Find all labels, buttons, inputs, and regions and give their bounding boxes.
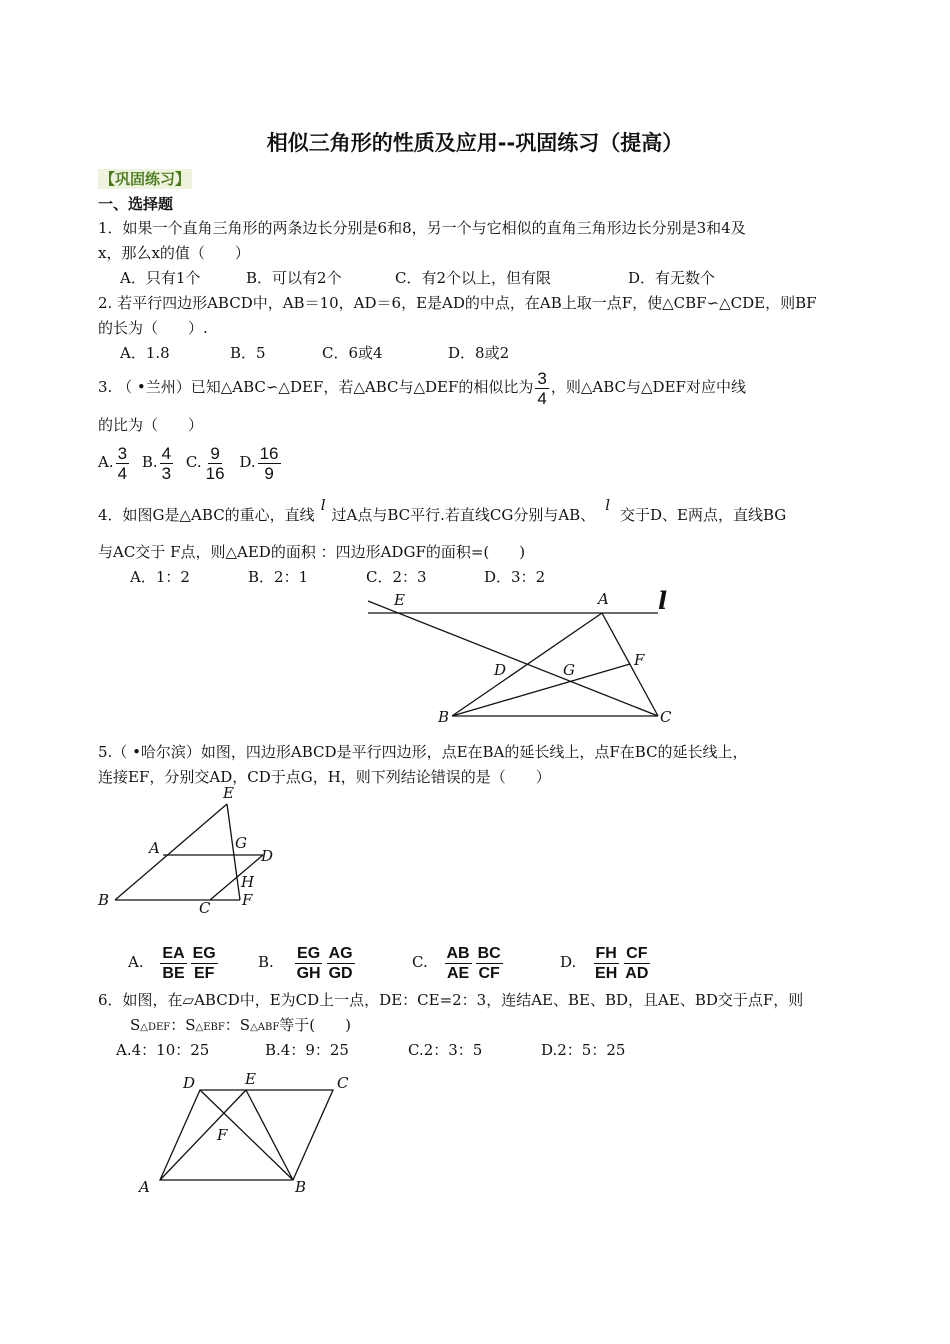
q5-option-a-lden: BE bbox=[162, 964, 185, 982]
q5-option-d-lnum: FH bbox=[595, 944, 617, 962]
q5-option-c-lnum: AB bbox=[446, 944, 470, 962]
q1-option-c: C．有2个以上，但有限 bbox=[395, 269, 552, 287]
q3-option-a-label: A. bbox=[98, 453, 114, 471]
q4-option-b: B．2：1 bbox=[248, 568, 309, 586]
q1-option-d: D．有无数个 bbox=[628, 269, 716, 287]
q4-option-a: A．1：2 bbox=[130, 568, 190, 586]
q5-line-dc bbox=[210, 855, 263, 900]
q3-text-pre: 3. （ •兰州）已知△ABC∽△DEF，若△ABC与△DEF的相似比为 bbox=[98, 378, 534, 396]
q6-s1: S bbox=[130, 1016, 141, 1034]
q4-line-symbol-2: l bbox=[605, 496, 611, 514]
q5-label-e: E bbox=[223, 784, 234, 802]
q4-option-d: D．3：2 bbox=[484, 568, 546, 586]
q3-ratio-fraction bbox=[535, 369, 548, 408]
q5-option-b-rden: GD bbox=[328, 964, 353, 982]
q4-text-3: 交于D、E两点，直线BG bbox=[620, 506, 787, 524]
q5-label-a: A bbox=[149, 839, 160, 857]
q2-option-d: D．8或2 bbox=[448, 344, 510, 362]
q5-option-c-right bbox=[476, 944, 503, 983]
q4-label-l: l bbox=[658, 586, 668, 615]
q3-option-a bbox=[116, 444, 129, 483]
q6-tail: 等于( ) bbox=[279, 1016, 351, 1034]
q3-option-b-num: 4 bbox=[161, 443, 172, 463]
q3-option-b-den: 3 bbox=[161, 463, 172, 483]
q4-figure bbox=[360, 585, 680, 730]
q5-option-b-lnum: EG bbox=[297, 944, 321, 962]
q5-option-a bbox=[128, 942, 220, 983]
q3-option-c-num: 9 bbox=[210, 443, 220, 463]
q5-option-c-lden: AE bbox=[446, 964, 470, 982]
q5-option-a-rden: EF bbox=[193, 964, 215, 982]
q5-line-be bbox=[115, 804, 227, 900]
q5-label-d: D bbox=[261, 847, 274, 865]
q5-option-c bbox=[412, 942, 505, 983]
q4-label-g: G bbox=[563, 661, 575, 679]
q2-line1: 2. 若平行四边形ABCD中，AB＝10，AD＝6，E是AD的中点，在AB上取一点F，使△CBF∽△CDE，则BF bbox=[98, 294, 817, 312]
q5-option-b-rnum: AG bbox=[328, 944, 353, 962]
page-title: 相似三角形的性质及应用--巩固练习（提高） bbox=[266, 131, 684, 155]
q2-line2: 的长为（ ）. bbox=[98, 319, 208, 337]
q2-option-b: B．5 bbox=[230, 344, 266, 362]
q5-line-ef bbox=[227, 804, 240, 900]
q6-label-f: F bbox=[217, 1126, 228, 1144]
q4-label-e: E bbox=[394, 591, 405, 609]
q5-option-d-left bbox=[593, 944, 619, 983]
q3-option-c-label: C. bbox=[185, 453, 202, 471]
q4-line2: 与AC交于 F点，则△AED的面积 ：四边形ADGF的面积=( ) bbox=[98, 543, 526, 561]
q5-label-h: H bbox=[241, 873, 255, 891]
q5-line2: 连接EF，分别交AD，CD于点G，H，则下列结论错误的是（ ） bbox=[98, 768, 551, 786]
q3-ratio-den: 4 bbox=[537, 388, 547, 408]
q5-option-d-rnum: CF bbox=[626, 944, 648, 962]
q4-line-symbol-1: l bbox=[320, 496, 326, 514]
q5-option-a-rnum: EG bbox=[192, 944, 216, 962]
q5-option-c-left bbox=[445, 944, 472, 983]
q6-option-d: D.2：5：25 bbox=[541, 1041, 626, 1059]
q5-option-d-rden: AD bbox=[625, 964, 649, 982]
q1-option-a: A．只有1个 bbox=[120, 269, 201, 287]
q5-option-a-lnum: EA bbox=[162, 944, 185, 962]
q3-line1 bbox=[98, 366, 746, 408]
q6-label-c: C bbox=[337, 1074, 349, 1092]
q5-option-b-lden: GH bbox=[296, 964, 321, 982]
q6-option-a: A.4：10：25 bbox=[116, 1041, 210, 1059]
section-heading: 一、选择题 bbox=[98, 195, 174, 213]
q6-sub-def: △DEF bbox=[140, 1022, 171, 1033]
q6-option-b: B.4：9：25 bbox=[265, 1041, 349, 1059]
q5-label-f: F bbox=[242, 891, 253, 909]
q5-figure bbox=[95, 782, 290, 917]
q4-label-b: B bbox=[438, 708, 450, 726]
q4-text-1: 4．如图G是△ABC的重心，直线 bbox=[98, 506, 315, 524]
q6-figure bbox=[135, 1065, 365, 1200]
q4-text-2: 过A点与BC平行.若直线CG分别与AB、 bbox=[331, 506, 596, 524]
q3-option-d bbox=[258, 444, 281, 483]
q5-option-b-label: B. bbox=[258, 953, 274, 971]
q6-label-b: B bbox=[295, 1178, 307, 1196]
q3-option-b-label: B. bbox=[141, 453, 158, 471]
q6-line-ae bbox=[160, 1090, 246, 1180]
q4-line-bf bbox=[452, 664, 630, 716]
q4-option-c: C．2：3 bbox=[366, 568, 427, 586]
q5-label-b: B bbox=[98, 891, 110, 909]
q6-label-e: E bbox=[245, 1070, 256, 1088]
q4-line-ab bbox=[452, 613, 602, 716]
q5-option-c-rden: CF bbox=[478, 964, 500, 982]
q5-option-d bbox=[560, 942, 652, 983]
q6-line2 bbox=[130, 1015, 351, 1038]
q6-line-be bbox=[246, 1090, 293, 1180]
q6-sub-abf: △ABF bbox=[250, 1022, 280, 1033]
q5-label-g: G bbox=[235, 834, 247, 852]
q4-line1 bbox=[98, 496, 787, 526]
q6-option-c: C.2：3：5 bbox=[408, 1041, 483, 1059]
q3-option-d-num: 16 bbox=[259, 443, 279, 463]
q5-option-c-rnum: BC bbox=[477, 944, 501, 962]
q2-option-a: A．1.8 bbox=[120, 344, 170, 362]
q3-option-a-num: 3 bbox=[117, 443, 128, 463]
q5-option-a-left bbox=[160, 944, 186, 983]
q4-label-c: C bbox=[660, 708, 672, 726]
q3-option-b bbox=[160, 444, 173, 483]
q3-ratio-num: 3 bbox=[537, 368, 547, 388]
q6-line-bd bbox=[200, 1090, 293, 1180]
q5-option-a-label: A. bbox=[128, 953, 144, 971]
q6-label-a: A bbox=[139, 1178, 150, 1196]
q6-sep2: ：S bbox=[224, 1016, 251, 1034]
q4-label-f: F bbox=[634, 651, 645, 669]
q1-line2: x，那么x的值（ ） bbox=[98, 244, 250, 262]
q5-option-d-label: D. bbox=[560, 953, 577, 971]
q5-option-b-left bbox=[295, 944, 323, 983]
q5-line1: 5.（ •哈尔滨）如图，四边形ABCD是平行四边形，点E在BA的延长线上，点F在BC的延长线上， bbox=[98, 743, 748, 761]
q1-line1: 1．如果一个直角三角形的两条边长分别是6和8，另一个与它相似的直角三角形边长分别是3和4及 bbox=[98, 219, 746, 237]
q1-option-b: B．可以有2个 bbox=[246, 269, 342, 287]
q6-line1: 6．如图，在▱ABCD中，E为CD上一点，DE：CE=2：3，连结AE、BE、BD，且AE、BD交于点F，则 bbox=[98, 991, 804, 1009]
section-tag: 【巩固练习】 bbox=[100, 170, 191, 188]
q5-option-c-label: C. bbox=[412, 953, 428, 971]
q3-options bbox=[98, 441, 283, 483]
q2-option-c: C．6或4 bbox=[322, 344, 383, 362]
q3-option-c-den: 16 bbox=[205, 463, 225, 483]
q5-option-d-lden: EH bbox=[595, 964, 618, 982]
q6-label-d: D bbox=[183, 1074, 196, 1092]
q3-line2: 的比为（ ） bbox=[98, 416, 204, 434]
q5-option-b bbox=[258, 942, 357, 983]
q6-sep1: ：S bbox=[170, 1016, 196, 1034]
q4-label-a: A bbox=[598, 590, 609, 608]
q4-label-d: D bbox=[494, 661, 507, 679]
q3-option-a-den: 4 bbox=[117, 463, 128, 483]
q3-option-d-label: D. bbox=[239, 453, 256, 471]
q5-option-d-right bbox=[623, 944, 650, 983]
q6-sub-ebf: △EBF bbox=[195, 1022, 225, 1033]
q3-option-d-den: 9 bbox=[264, 463, 274, 483]
q5-option-a-right bbox=[191, 944, 218, 983]
q3-option-c bbox=[204, 444, 227, 483]
q5-option-b-right bbox=[327, 944, 355, 983]
q5-label-c: C bbox=[199, 899, 211, 917]
q3-text-post: ，则△ABC与△DEF对应中线 bbox=[550, 378, 746, 396]
